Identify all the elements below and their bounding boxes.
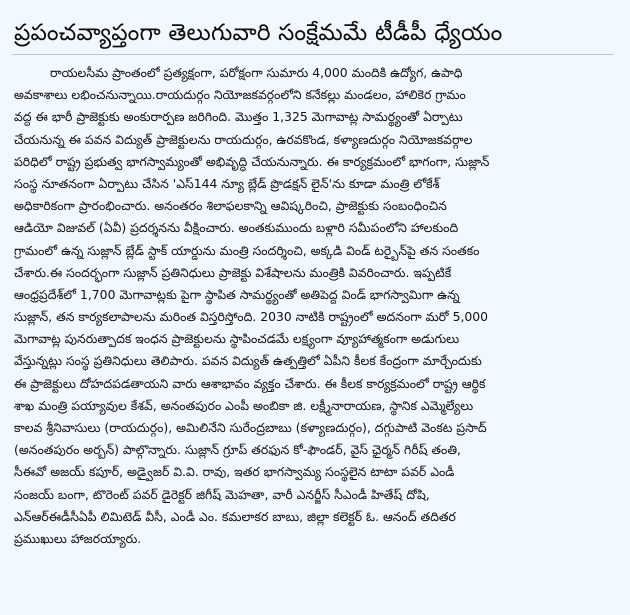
article-body	[14, 62, 620, 550]
article-line: సీఈవో అజయ్ కపూర్, అడ్వైజర్ వి.వి. రావు, ఇతర భాగస్వామ్య సంస్థలైన టాటా పవర్ ఎండీ	[14, 464, 455, 480]
article-line: రాయలసీమ ప్రాంతంలో ప్రత్యక్షంగా, పరోక్షంగా సుమారు 4,000 మందికి ఉద్యోగ, ఉపాధి	[50, 65, 463, 80]
article-line: చేయనున్న ఈ పవన విద్యుత్ ప్రాజెక్టులను రాయదుర్గం, ఉరవకొండ, కళ్యాణదుర్గం నియోజకవర్గాల	[14, 131, 473, 147]
article-line: వేస్తున్నట్లు సంస్థ ప్రతినిధులు తెలిపారు. పవన విద్యుత్ ఉత్పత్తిలో ఏపీని కీలక కేంద్రంగా మార్చేందుకు	[14, 353, 482, 369]
article-line: ఎన్‌ఆర్‌ఈడీసీఏపీ లిమిటెడ్ వీసీ, ఎండీ ఎం. కమలాకర బాబు, జిల్లా కలెక్టర్ ఓ. ఆనంద్ తదితర	[14, 508, 456, 524]
article-line: మెగావాట్ల పునరుత్పాదక ఇంధన ప్రాజెక్టులను స్థాపించడమే లక్ష్యంగా వ్యూహాత్మకంగా అడుగులు	[14, 331, 460, 347]
article-line: పరిధిలో రాష్ట్ర ప్రభుత్వ భాగస్వామ్యంతో అభివృద్ధి చేయనున్నారు. ఈ కార్యక్రమంలో భాగంగా, సుజ్లాన్	[14, 153, 490, 169]
headline: ప్రపంచవ్యాప్తంగా తెలుగువారి సంక్షేమమే టీడీపీ ధ్యేయం	[14, 20, 503, 46]
article-line: కాలవ శ్రీనివాసులు (రాయదుర్గం), అమిలినేని సురేంద్రబాబు (కళ్యాణదుర్గం), దగ్గుపాటి వెంకట ప్రసాద్	[14, 420, 487, 435]
article-line: సుజ్లాన్, తన కార్యకలాపాలను మరింత విస్తరిస్తోంది. 2030 నాటికి రాష్ట్రంలో అదనంగా మరో 5,000	[14, 309, 489, 325]
article-line: ఆడియో విజువల్ (ఏవీ) ప్రదర్శనను వీక్షించారు. అంతకుముందు బళ్లారి సమీపంలోని హాలకుంది	[14, 220, 459, 236]
article-line: ప్రముఖులు హాజరయ్యారు.	[14, 530, 142, 546]
article-line: సంజయ్ బంగా, టొరెంట్ పవర్ డైరెక్టర్ జిగీష్ మెహతా, వారీ ఎనర్జీస్ సీఎండీ హితేష్ దోషి,	[14, 486, 430, 502]
article-line: ఈ ప్రాజెక్టులు దోహదపడతాయని వారు ఆశాభావం వ్యక్తం చేశారు. ఈ కీలక కార్యక్రమంలో రాష్ట్ర ఆర్థిక	[14, 375, 486, 391]
article-line: చేశారు.ఈ సందర్భంగా సుజ్లాన్ ప్రతినిధులు ప్రాజెక్టు విశేషాలను మంత్రికి వివరించారు. ఇప్పటికే	[14, 264, 452, 280]
article-line: శాఖ మంత్రి పయ్యావుల కేశవ్, అనంతపురం ఎంపీ అంబికా జి. లక్ష్మీనారాయణ, స్థానిక ఎమ్మెల్యేలు	[14, 397, 474, 413]
headline-divider	[12, 54, 614, 55]
article-line: ఆంధ్రప్రదేశ్‌లో 1,700 మెగావాట్లకు పైగా స్థాపిత సామర్థ్యంతో అతిపెద్ద విండ్ భాగస్వామిగా ఉన్న	[14, 286, 460, 302]
article-line: గ్రామంలో ఉన్న సుజ్లాన్ బ్లేడ్ స్టాక్ యార్డును మంత్రి సందర్శించి, అక్కడి విండ్ టర్బైన్‌పై తన సంతకం	[14, 242, 480, 258]
article-line: అవకాశాలు లభించనున్నాయి.రాయదుర్గం నియోజకవర్గంలోని కనేకల్లు మండలం, హాలికెర గ్రామం	[14, 87, 466, 103]
article-line: అధికారికంగా ప్రారంభించారు. అనంతరం శిలాఫలకాన్ని ఆవిష్కరించి, ప్రాజెక్టుకు సంబంధించిన	[14, 198, 447, 214]
article-line: వద్ద ఈ భారీ ప్రాజెక్టుకు అంకురార్పణ జరిగింది. మొత్తం 1,325 మెగావాట్ల సామర్థ్యంతో ఏర్పాటు	[14, 109, 463, 125]
article-line: సంస్థ నూతనంగా ఏర్పాటు చేసిన 'ఎస్144 న్యూ బ్లేడ్ ప్రొడక్షన్ లైన్'ను కూడా మంత్రి లోకేశ్	[14, 175, 440, 191]
article-line: (అనంతపురం అర్బన్) పాల్గొన్నారు. సుజ్లాన్ గ్రూప్ తరఫున కో-ఫౌండర్, వైస్ ఛైర్మన్ గిరీష్ తంతి,	[14, 442, 461, 458]
